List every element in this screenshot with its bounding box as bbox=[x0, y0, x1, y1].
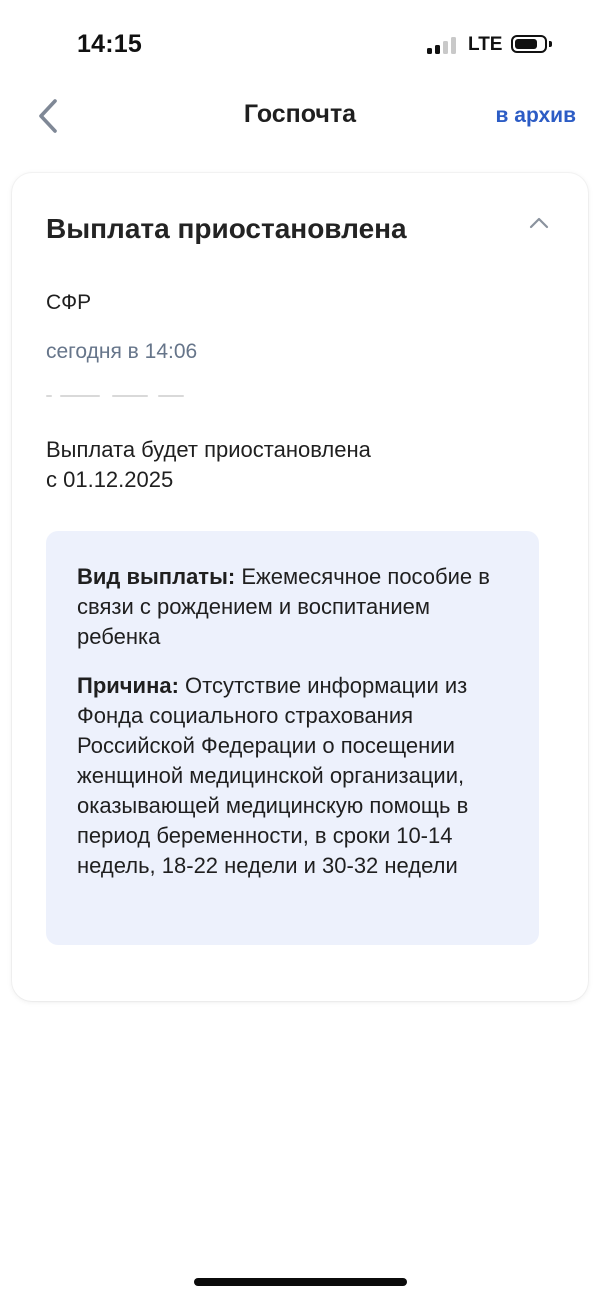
message-sender: СФР bbox=[46, 291, 92, 314]
battery-icon bbox=[511, 35, 547, 53]
cellular-signal-icon bbox=[427, 36, 459, 54]
suspension-reason bbox=[77, 671, 509, 881]
redacted-text bbox=[46, 395, 186, 398]
message-title: Выплата приостановлена bbox=[46, 213, 407, 244]
reason-label: Причина: bbox=[77, 673, 179, 698]
collapse-button[interactable] bbox=[524, 211, 554, 235]
payment-details-box bbox=[46, 531, 539, 945]
payment-type-label: Вид выплаты: bbox=[77, 564, 236, 589]
status-time: 14:15 bbox=[77, 30, 142, 58]
payment-type-value: Ежемесячное пособие в связи с рождением и воспитанием ребенка bbox=[77, 564, 490, 649]
message-body-line: с 01.12.2025 bbox=[46, 467, 174, 492]
message-body bbox=[46, 435, 526, 495]
message-date: сегодня в 14:06 bbox=[46, 340, 198, 363]
navigation-bar bbox=[0, 90, 600, 150]
network-type: LTE bbox=[468, 34, 503, 55]
message-card bbox=[12, 173, 588, 1001]
payment-type bbox=[77, 562, 509, 652]
page-title: Госпочта bbox=[243, 100, 357, 128]
reason-value: Отсутствие информации из Фонда социального страхования Российской Федерации о посещении женщиной медицинской организации, оказывающей медицинскую помощь в период беременности, в сроки 10-14 недель, 18-22 недели и 30-32 недели bbox=[77, 673, 469, 878]
home-indicator[interactable] bbox=[194, 1278, 407, 1286]
chevron-up-icon bbox=[529, 217, 549, 229]
battery-cap bbox=[549, 41, 552, 47]
status-bar bbox=[0, 0, 600, 90]
message-body-line: Выплата будет приостановлена bbox=[46, 437, 371, 462]
archive-button[interactable]: в архив bbox=[495, 104, 576, 127]
